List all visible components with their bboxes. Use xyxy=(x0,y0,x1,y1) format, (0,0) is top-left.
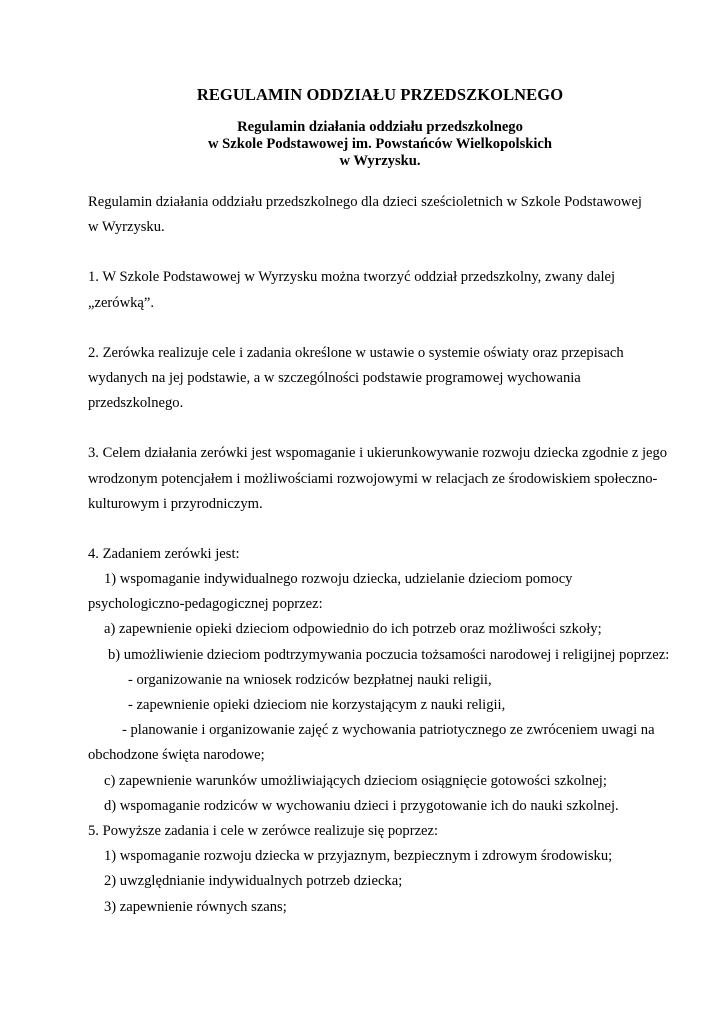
list-item: 1) wspomaganie rozwoju dziecka w przyjaznym, bezpiecznym i zdrowym środowisku; xyxy=(104,848,613,865)
paragraph-1-line: 1. W Szkole Podstawowej w Wyrzysku można tworzyć oddział przedszkolny, zwany dalej xyxy=(88,269,616,286)
paragraph-4-heading: 4. Zadaniem zerówki jest: xyxy=(88,545,240,562)
dash-item: - zapewnienie opieki dzieciom nie korzystającym z nauki religii, xyxy=(128,697,506,713)
intro-line: Regulamin działania oddziału przedszkolnego dla dzieci sześcioletnich w Szkole Podstawowej xyxy=(88,194,642,210)
intro-line: w Wyrzysku. xyxy=(88,219,165,236)
paragraph-2-line: przedszkolnego. xyxy=(88,395,184,412)
list-item-continuation: psychologiczno-pedagogicznej poprzez: xyxy=(88,596,323,613)
document-body xyxy=(88,190,698,920)
paragraph-1-line: „zerówką”. xyxy=(88,294,155,311)
subtitle-line: w Wyrzysku. xyxy=(339,153,421,169)
dash-item: - planowanie i organizowanie zajęć z wychowania patriotycznego ze zwróceniem uwagi na xyxy=(122,722,655,739)
subtitle-line: Regulamin działania oddziału przedszkolnego xyxy=(237,119,523,135)
paragraph-2-line: wydanych na jej podstawie, a w szczególności podstawie programowej wychowania xyxy=(88,369,581,386)
list-subitem-a: a) zapewnienie opieki dzieciom odpowiednio do ich potrzeb oraz możliwości szkoły; xyxy=(104,621,602,638)
paragraph-3-line: 3. Celem działania zerówki jest wspomaganie i ukierunkowywanie rozwoju dziecka zgodnie z jego xyxy=(88,445,668,462)
paragraph-5-heading: 5. Powyższe zadania i cele w zerówce realizuje się poprzez: xyxy=(88,822,439,839)
document-subtitle xyxy=(0,119,725,170)
dash-item: - organizowanie na wniosek rodziców bezpłatnej nauki religii, xyxy=(128,671,492,688)
list-item: 2) uwzględnianie indywidualnych potrzeb dziecka; xyxy=(104,873,403,890)
document-title: REGULAMIN ODDZIAŁU PRZEDSZKOLNEGO xyxy=(196,85,564,104)
list-item: 3) zapewnienie równych szans; xyxy=(104,898,287,915)
paragraph-3-line: wrodzonym potencjałem i możliwościami rozwojowymi w relacjach ze środowiskiem społeczno- xyxy=(88,470,658,487)
dash-item-continuation: obchodzone święta narodowe; xyxy=(88,747,265,764)
paragraph-2-line: 2. Zerówka realizuje cele i zadania określone w ustawie o systemie oświaty oraz przepisach xyxy=(88,344,624,361)
paragraph-3-line: kulturowym i przyrodniczym. xyxy=(88,495,263,512)
list-subitem-b: b) umożliwienie dzieciom podtrzymywania poczucia tożsamości narodowej i religijnej poprzez: xyxy=(108,646,670,663)
subtitle-line: w Szkole Podstawowej im. Powstańców Wielkopolskich xyxy=(207,136,553,152)
list-subitem-c: c) zapewnienie warunków umożliwiających dzieciom osiągnięcie gotowości szkolnej; xyxy=(104,772,607,789)
list-subitem-d: d) wspomaganie rodziców w wychowaniu dzieci i przygotowanie ich do nauki szkolnej. xyxy=(104,797,619,814)
list-item: 1) wspomaganie indywidualnego rozwoju dziecka, udzielanie dzieciom pomocy xyxy=(104,571,573,588)
